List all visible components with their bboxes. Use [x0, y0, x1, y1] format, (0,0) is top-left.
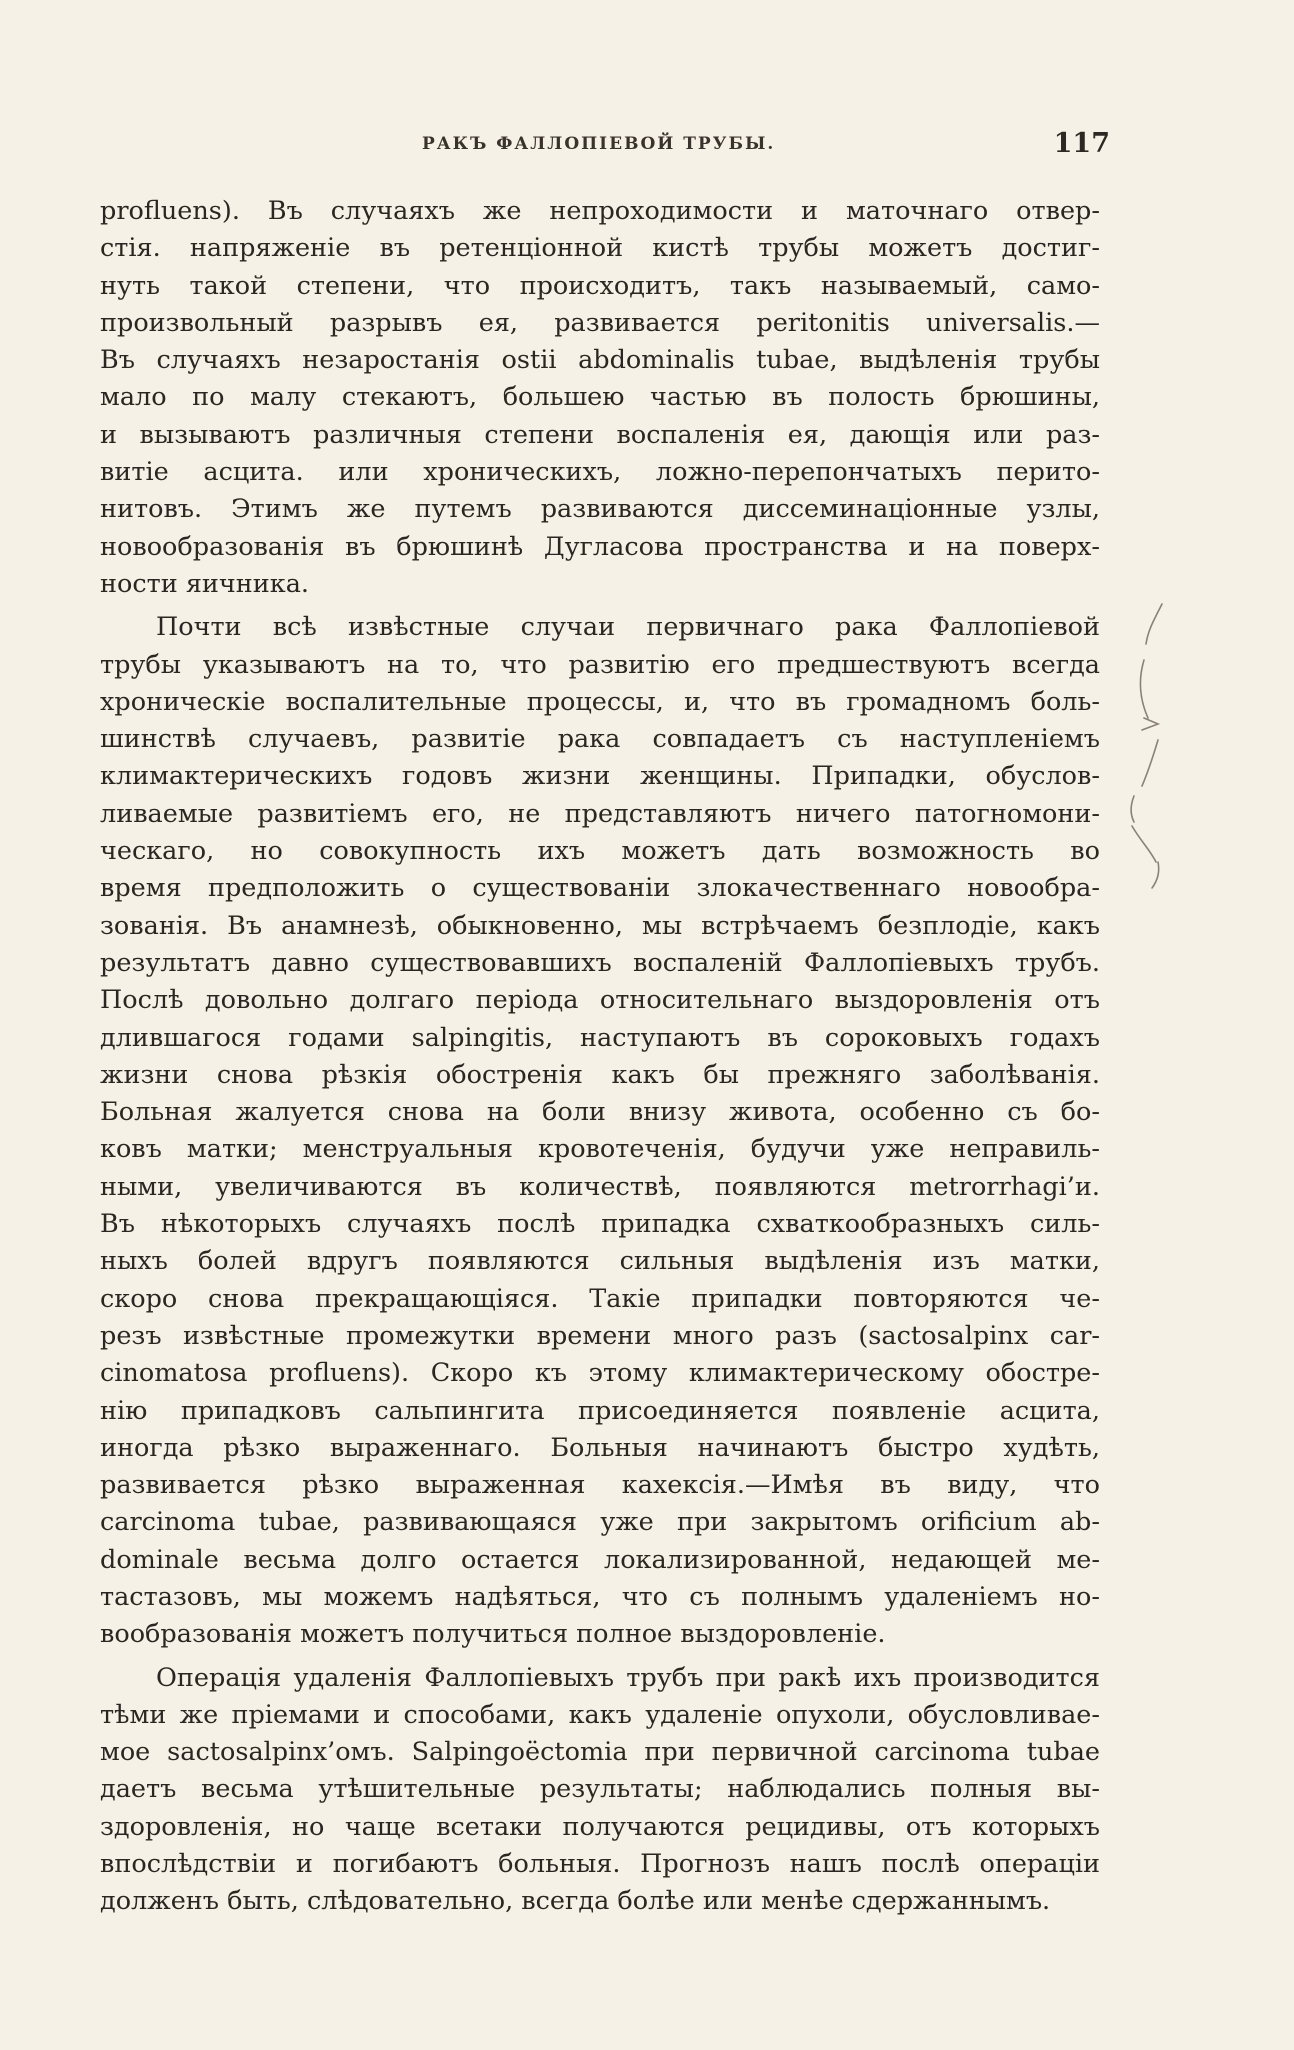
- text-line: трубы указываютъ на то, что развитію его предшествуютъ всегда: [100, 649, 1100, 680]
- text-line: ливаемые развитіемъ его, не представляютъ ничего патогномони-: [100, 798, 1100, 829]
- text-line: ными, увеличиваются въ количествѣ, появляются metrorrhagi’и.: [100, 1171, 1100, 1202]
- pencil-stroke: [1142, 718, 1158, 730]
- text-line: и вызываютъ различныя степени воспаленія ея, дающія или раз-: [100, 419, 1100, 450]
- text-line: жизни снова рѣзкія обостренія какъ бы прежняго заболѣванія.: [100, 1059, 1100, 1090]
- text-line: развивается рѣзко выраженная кахексія.—Имѣя въ виду, что: [100, 1470, 1100, 1501]
- text-line: время предположить о существованіи злокачественнаго новообра-: [100, 873, 1100, 904]
- text-line: климактерическихъ годовъ жизни женщины. Припадки, обуслов-: [100, 761, 1100, 792]
- text-line: вообразованія можетъ получиться полное выздоровленіе.: [100, 1619, 886, 1650]
- text-line: зованія. Въ анамнезѣ, обыкновенно, мы встрѣчаемъ безплодіе, какъ: [100, 910, 1100, 941]
- text-line: даетъ весьма утѣшительные результаты; наблюдались полныя вы-: [100, 1774, 1100, 1805]
- text-line: Послѣ довольно долгаго періода относительнаго выздоровленія отъ: [100, 985, 1100, 1016]
- pencil-stroke: [1131, 796, 1134, 822]
- pencil-stroke: [1132, 826, 1156, 862]
- text-line: мое sactosalpinx’омъ. Salpingoëctomia при первичной carcinoma tubae: [100, 1737, 1100, 1768]
- text-line: Больная жалуется снова на боли внизу живота, особенно съ бо-: [100, 1097, 1100, 1128]
- text-line: cinomatosa profluens). Скоро къ этому климактерическому обостре-: [100, 1358, 1100, 1389]
- text-line: ныхъ болей вдругъ появляются сильныя выдѣленія изъ матки,: [100, 1246, 1100, 1277]
- text-line: скоро снова прекращающіяся. Такіе припадки повторяются че-: [100, 1283, 1100, 1314]
- text-line: шинствѣ случаевъ, развитіе рака совпадаетъ съ наступленіемъ: [100, 724, 1100, 755]
- text-line: здоровленія, но чаще всетаки получаются рецидивы, отъ которыхъ: [100, 1811, 1100, 1842]
- text-line: Въ случаяхъ незаростанія ostii abdominalis tubae, выдѣленія трубы: [100, 345, 1100, 376]
- text-line: тѣми же пріемами и способами, какъ удаленіе опухоли, обусловливае-: [100, 1699, 1100, 1730]
- text-line: Операція удаленія Фаллопіевыхъ трубъ при ракѣ ихъ производится: [156, 1662, 1100, 1693]
- paragraph: [100, 1660, 1100, 1921]
- pencil-stroke: [1141, 660, 1148, 718]
- text-line: произвольный разрывъ ея, развивается peritonitis universalis.—: [100, 307, 1100, 338]
- text-line: profluens). Въ случаяхъ же непроходимости и маточнаго отвер-: [100, 196, 1100, 226]
- text-line: нію припадковъ сальпингита присоединяется появленіе асцита,: [100, 1395, 1100, 1426]
- text-line: ческаго, но совокупность ихъ можетъ дать возможность во: [100, 836, 1100, 867]
- text-line: нитовъ. Этимъ же путемъ развиваются диссеминаціонные узлы,: [100, 494, 1100, 525]
- text-line: длившагося годами salpingitis, наступаютъ въ сороковыхъ годахъ: [100, 1022, 1100, 1053]
- text-line: новообразованія въ брюшинѣ Дугласова пространства и на поверх-: [100, 531, 1100, 562]
- text-line: ности яичника.: [100, 568, 310, 599]
- text-line: Почти всѣ извѣстные случаи первичнаго рака Фаллопіевой: [156, 612, 1100, 643]
- pencil-stroke: [1142, 740, 1158, 786]
- text-line: dominale весьма долго остается локализированной, недающей ме-: [100, 1544, 1100, 1575]
- text-line: впослѣдствіи и погибаютъ больныя. Прогнозъ нашъ послѣ операціи: [100, 1849, 1100, 1880]
- pencil-stroke: [1146, 604, 1162, 644]
- text-line: стія. напряженіе въ ретенціонной кистѣ трубы можетъ достиг-: [100, 233, 1100, 264]
- text-line: иногда рѣзко выраженнаго. Больныя начинаютъ быстро худѣть,: [100, 1432, 1100, 1463]
- margin-pencil-marks: [1118, 600, 1178, 890]
- text-line: резъ извѣстные промежутки времени много разъ (sactosalpinx car-: [100, 1320, 1100, 1351]
- running-title: РАКЪ ФАЛЛОПІЕВОЙ ТРУБЫ.: [422, 134, 776, 154]
- paragraph: [100, 193, 1100, 603]
- body-text: [100, 193, 1100, 1927]
- paragraph: [100, 609, 1100, 1653]
- text-line: результатъ давно существовавшихъ воспаленій Фаллопіевыхъ трубъ.: [100, 947, 1100, 978]
- text-line: ковъ матки; менструальныя кровотеченія, будучи уже неправиль-: [100, 1134, 1100, 1165]
- text-line: Въ нѣкоторыхъ случаяхъ послѣ припадка схваткообразныхъ силь-: [100, 1209, 1100, 1240]
- text-line: мало по малу стекаютъ, большею частью въ полость брюшины,: [100, 382, 1100, 413]
- text-line: carcinoma tubae, развивающаяся уже при закрытомъ orificium ab-: [100, 1507, 1100, 1538]
- pencil-stroke: [1152, 862, 1159, 888]
- text-line: долженъ быть, слѣдовательно, всегда болѣе или менѣе сдержаннымъ.: [100, 1886, 1051, 1917]
- text-line: витіе асцита. или хроническихъ, ложно-перепончатыхъ перито-: [100, 457, 1100, 488]
- page-number: 117: [1053, 128, 1110, 159]
- running-head: [100, 128, 1110, 168]
- text-line: нуть такой степени, что происходитъ, такъ называемый, само-: [100, 270, 1100, 301]
- text-line: хроническіе воспалительные процессы, и, что въ громадномъ боль-: [100, 686, 1100, 717]
- text-line: тастазовъ, мы можемъ надѣяться, что съ полнымъ удаленіемъ но-: [100, 1581, 1100, 1612]
